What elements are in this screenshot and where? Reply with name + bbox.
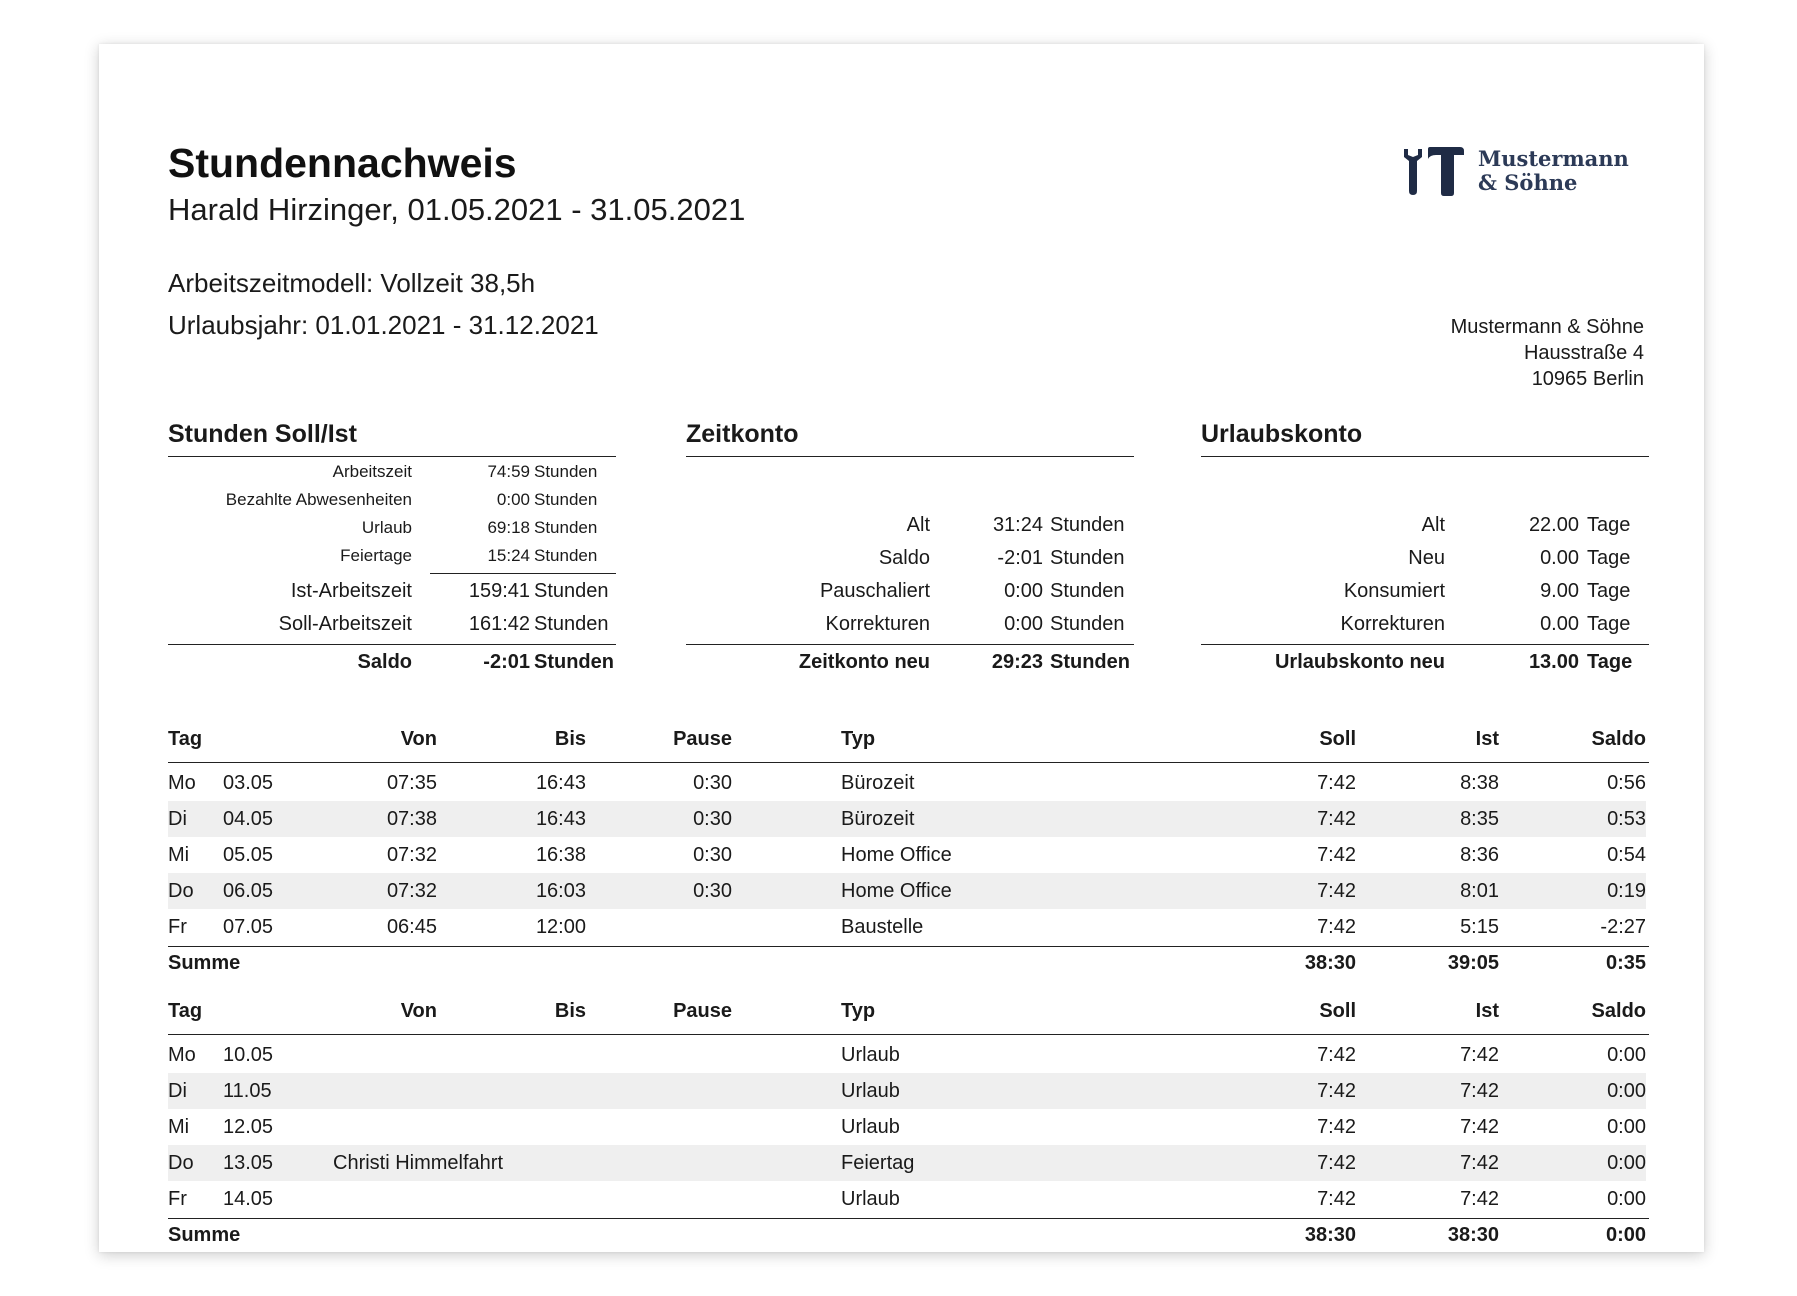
urlaub-unit: Tage <box>1587 613 1631 635</box>
ist-unit: Stunden <box>534 580 609 602</box>
sum-ist: 38:30 <box>1447 1224 1499 1246</box>
report-title: Stundennachweis <box>168 140 517 186</box>
cell-von: 07:35 <box>386 772 437 794</box>
cell-von: 07:32 <box>386 880 437 902</box>
cell-typ: Baustelle <box>841 916 924 938</box>
sum-ist: 39:05 <box>1447 952 1499 974</box>
cell-typ: Bürozeit <box>841 808 915 830</box>
cell-ist: 7:42 <box>1460 1080 1499 1102</box>
cell-date: 07.05 <box>223 916 274 938</box>
cell-ist: 8:36 <box>1460 844 1499 866</box>
saldo-unit: Stunden <box>534 651 614 673</box>
cell-typ: Urlaub <box>841 1116 900 1138</box>
cell-date: 05.05 <box>223 844 274 866</box>
detail-unit: Stunden <box>534 462 598 481</box>
zeitkonto-unit: Stunden <box>1050 547 1125 569</box>
cell-soll: 7:42 <box>1317 1152 1356 1174</box>
cell-day: Di <box>168 808 187 830</box>
saldo-value: -2:01 <box>483 651 530 673</box>
saldo-label: Saldo <box>357 651 412 673</box>
section-urlaubskonto-heading <box>1201 420 1649 457</box>
cell-date: 13.05 <box>223 1152 274 1174</box>
cell-pause: 0:30 <box>693 880 732 902</box>
cell-bis: 16:43 <box>535 772 586 794</box>
cell-date: 12.05 <box>223 1116 274 1138</box>
detail-unit: Stunden <box>534 518 598 537</box>
col-header-saldo: Saldo <box>1591 1000 1646 1022</box>
zeitkonto-unit: Stunden <box>1050 580 1125 602</box>
cell-ist: 8:35 <box>1460 808 1499 830</box>
sum-soll: 38:30 <box>1304 1224 1356 1246</box>
cell-day: Mo <box>168 772 196 794</box>
zeitkonto-value: 0:00 <box>1004 613 1043 635</box>
cell-ist: 7:42 <box>1460 1044 1499 1066</box>
ist-label: Ist-Arbeitszeit <box>290 580 412 602</box>
zeitkonto-total-unit: Stunden <box>1050 651 1130 673</box>
urlaub-value: 0.00 <box>1540 547 1579 569</box>
urlaub-unit: Tage <box>1587 547 1631 569</box>
col-header-soll: Soll <box>1319 728 1356 750</box>
detail-value: 0:00 <box>496 490 530 509</box>
col-header-tag: Tag <box>168 728 203 750</box>
cell-date: 06.05 <box>223 880 274 902</box>
cell-day: Mi <box>168 1116 190 1138</box>
cell-soll: 7:42 <box>1317 844 1356 866</box>
cell-saldo: 0:19 <box>1607 880 1646 902</box>
cell-soll: 7:42 <box>1317 916 1356 938</box>
ist-value: 159:41 <box>468 580 530 602</box>
sum-soll: 38:30 <box>1304 952 1356 974</box>
address-line: Mustermann & Söhne <box>1450 316 1644 338</box>
cell-typ: Home Office <box>841 844 952 866</box>
cell-ist: 8:01 <box>1460 880 1499 902</box>
zeitkonto-label: Korrekturen <box>825 613 930 635</box>
detail-label: Arbeitszeit <box>332 462 412 481</box>
cell-day: Do <box>168 1152 194 1174</box>
detail-label: Feiertage <box>340 546 412 565</box>
detail-label: Urlaub <box>361 518 412 537</box>
cell-soll: 7:42 <box>1317 808 1356 830</box>
cell-typ: Urlaub <box>841 1080 900 1102</box>
section-title: Urlaubskonto <box>1201 420 1363 448</box>
cell-bis: 16:38 <box>535 844 586 866</box>
cell-ist: 7:42 <box>1460 1188 1499 1210</box>
cell-pause: 0:30 <box>693 844 732 866</box>
detail-value: 74:59 <box>487 462 530 481</box>
cell-soll: 7:42 <box>1317 1044 1356 1066</box>
urlaub-total-unit: Tage <box>1587 651 1633 673</box>
cell-ist: 7:42 <box>1460 1152 1499 1174</box>
cell-saldo: 0:56 <box>1607 772 1646 794</box>
detail-value: 69:18 <box>487 518 530 537</box>
col-header-soll: Soll <box>1319 1000 1356 1022</box>
cell-bis: 16:43 <box>535 808 586 830</box>
cell-typ: Urlaub <box>841 1188 900 1210</box>
soll-unit: Stunden <box>534 613 609 635</box>
cell-note: Christi Himmelfahrt <box>333 1152 504 1174</box>
zeitkonto-value: 31:24 <box>992 514 1043 536</box>
zeitkonto-total-label: Zeitkonto neu <box>798 651 930 673</box>
zeitkonto-unit: Stunden <box>1050 514 1125 536</box>
urlaub-unit: Tage <box>1587 580 1631 602</box>
report-subtitle: Harald Hirzinger, 01.05.2021 - 31.05.2021 <box>168 192 746 227</box>
cell-von: 07:32 <box>386 844 437 866</box>
cell-saldo: 0:00 <box>1607 1152 1646 1174</box>
cell-von: 07:38 <box>386 808 437 830</box>
soll-label: Soll-Arbeitszeit <box>278 613 412 635</box>
col-header-saldo: Saldo <box>1591 728 1646 750</box>
cell-saldo: 0:00 <box>1607 1116 1646 1138</box>
col-header-von: Von <box>400 1000 437 1022</box>
company-logo <box>1398 145 1638 201</box>
cell-soll: 7:42 <box>1317 1188 1356 1210</box>
sum-divider <box>168 1218 1649 1219</box>
col-header-typ: Typ <box>841 728 876 750</box>
work-model: Arbeitszeitmodell: Vollzeit 38,5h <box>168 268 536 298</box>
soll-value: 161:42 <box>468 613 530 635</box>
logo-line-2: & Söhne <box>1478 170 1578 195</box>
zeitkonto-label: Alt <box>906 514 930 536</box>
col-header-pause: Pause <box>673 728 732 750</box>
col-header-bis: Bis <box>554 728 586 750</box>
total-divider <box>686 644 1134 645</box>
cell-typ: Feiertag <box>841 1152 915 1174</box>
cell-day: Fr <box>168 1188 187 1210</box>
urlaub-value: 9.00 <box>1540 580 1579 602</box>
cell-date: 14.05 <box>223 1188 274 1210</box>
urlaub-value: 22.00 <box>1528 514 1579 536</box>
detail-unit: Stunden <box>534 490 598 509</box>
cell-typ: Home Office <box>841 880 952 902</box>
cell-day: Di <box>168 1080 187 1102</box>
zeitkonto-label: Saldo <box>878 547 930 569</box>
cell-bis: 12:00 <box>535 916 586 938</box>
zeitkonto-label: Pauschaliert <box>819 580 930 602</box>
total-divider <box>168 644 616 645</box>
urlaub-label: Korrekturen <box>1340 613 1445 635</box>
cell-day: Mi <box>168 844 190 866</box>
urlaub-label: Alt <box>1421 514 1445 536</box>
cell-date: 03.05 <box>223 772 274 794</box>
sum-divider <box>168 946 1649 947</box>
sum-label: Summe <box>168 952 241 974</box>
cell-day: Do <box>168 880 194 902</box>
col-header-ist: Ist <box>1475 1000 1499 1022</box>
zeitkonto-value: 0:00 <box>1004 580 1043 602</box>
cell-typ: Bürozeit <box>841 772 915 794</box>
detail-value: 15:24 <box>487 546 530 565</box>
col-header-typ: Typ <box>841 1000 876 1022</box>
sum-saldo: 0:00 <box>1605 1224 1646 1246</box>
urlaub-label: Neu <box>1408 547 1445 569</box>
detail-label: Bezahlte Abwesenheiten <box>225 490 412 509</box>
cell-date: 11.05 <box>223 1080 272 1102</box>
cell-soll: 7:42 <box>1317 772 1356 794</box>
company-address <box>1451 314 1644 392</box>
cell-saldo: 0:53 <box>1607 808 1646 830</box>
cell-saldo: 0:00 <box>1607 1044 1646 1066</box>
row-stripe <box>168 1073 1646 1109</box>
address-line: Hausstraße 4 <box>1523 342 1644 364</box>
urlaub-total-value: 13.00 <box>1528 651 1579 673</box>
col-header-pause: Pause <box>673 1000 732 1022</box>
table-header-divider <box>168 1034 1649 1035</box>
section-soll-ist-heading <box>168 420 616 457</box>
cell-day: Fr <box>168 916 187 938</box>
cell-date: 04.05 <box>223 808 274 830</box>
cell-day: Mo <box>168 1044 196 1066</box>
cell-saldo: -2:27 <box>1600 916 1646 938</box>
cell-saldo: 0:00 <box>1607 1188 1646 1210</box>
urlaub-label: Konsumiert <box>1343 580 1445 602</box>
cell-soll: 7:42 <box>1317 1116 1356 1138</box>
tools-logo-icon <box>1398 145 1474 197</box>
cell-typ: Urlaub <box>841 1044 900 1066</box>
cell-saldo: 0:54 <box>1607 844 1646 866</box>
cell-ist: 5:15 <box>1460 916 1499 938</box>
zeitkonto-value: -2:01 <box>997 547 1043 569</box>
cell-von: 06:45 <box>386 916 437 938</box>
logo-line-1: Mustermann <box>1478 146 1629 171</box>
zeitkonto-total-value: 29:23 <box>991 651 1043 673</box>
cell-pause: 0:30 <box>693 808 732 830</box>
col-header-tag: Tag <box>168 1000 203 1022</box>
urlaub-unit: Tage <box>1587 514 1631 536</box>
cell-saldo: 0:00 <box>1607 1080 1646 1102</box>
cell-bis: 16:03 <box>535 880 586 902</box>
zeitkonto-unit: Stunden <box>1050 613 1125 635</box>
section-zeitkonto-heading <box>686 420 1134 457</box>
sum-label: Summe <box>168 1224 241 1246</box>
urlaub-total-label: Urlaubskonto neu <box>1274 651 1445 673</box>
urlaub-value: 0.00 <box>1540 613 1579 635</box>
section-title: Zeitkonto <box>686 420 799 448</box>
cell-pause: 0:30 <box>693 772 732 794</box>
sum-saldo: 0:35 <box>1605 952 1646 974</box>
col-header-von: Von <box>400 728 437 750</box>
cell-soll: 7:42 <box>1317 1080 1356 1102</box>
table-header-divider <box>168 762 1649 763</box>
subtotal-divider <box>430 573 616 574</box>
col-header-ist: Ist <box>1475 728 1499 750</box>
cell-ist: 8:38 <box>1460 772 1499 794</box>
col-header-bis: Bis <box>554 1000 586 1022</box>
address-line: 10965 Berlin <box>1531 368 1644 390</box>
cell-date: 10.05 <box>223 1044 274 1066</box>
section-title: Stunden Soll/Ist <box>168 420 357 448</box>
detail-unit: Stunden <box>534 546 598 565</box>
vacation-year: Urlaubsjahr: 01.01.2021 - 31.12.2021 <box>168 310 599 340</box>
cell-ist: 7:42 <box>1460 1116 1499 1138</box>
cell-soll: 7:42 <box>1317 880 1356 902</box>
total-divider <box>1201 644 1649 645</box>
